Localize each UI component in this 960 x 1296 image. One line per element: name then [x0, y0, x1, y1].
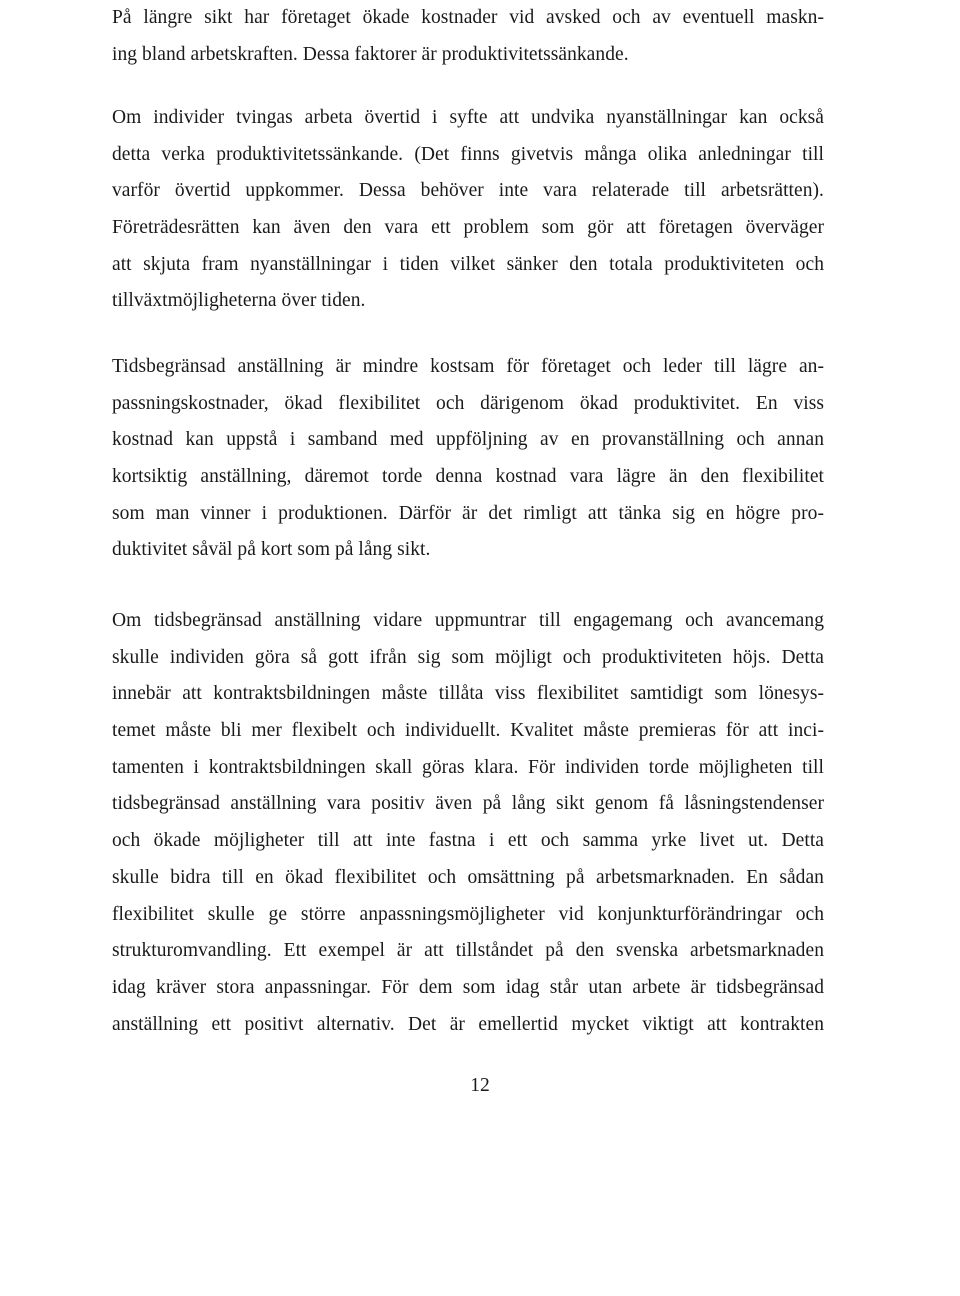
paragraph-3: [112, 349, 824, 569]
page-number: 12: [470, 1075, 490, 1096]
paragraph-2: [112, 100, 824, 320]
text-line: Företrädesrätten kan även den vara ett problem som gör att företagen överväger: [112, 217, 824, 239]
text-line: strukturomvandling. Ett exempel är att tillståndet på den svenska arbetsmarknaden: [112, 940, 824, 962]
text-line: som man vinner i produktionen. Därför är det rimligt att tänka sig en högre pro-: [112, 502, 824, 524]
text-line: kortsiktig anställning, däremot torde denna kostnad vara lägre än den flexibilitet: [112, 466, 824, 488]
text-line: ing bland arbetskraften. Dessa faktorer är produktivitetssänkande.: [112, 43, 629, 65]
text-line: tillväxtmöjligheterna över tiden.: [112, 290, 366, 312]
text-line: passningskostnader, ökad flexibilitet och därigenom ökad produktivitet. En viss: [112, 392, 824, 414]
text-line: idag kräver stora anpassningar. För dem som idag står utan arbete är tidsbegränsad: [112, 976, 824, 998]
text-line: Tidsbegränsad anställning är mindre kostsam för företaget och leder till lägre an-: [112, 356, 824, 377]
text-line: innebär att kontraktsbildningen måste tillåta viss flexibilitet samtidigt som lönesys-: [112, 683, 824, 705]
text-line: flexibilitet skulle ge större anpassningsmöjligheter vid konjunkturförändringar och: [112, 903, 824, 925]
text-line: På längre sikt har företaget ökade kostnader vid avsked och av eventuell maskn-: [112, 7, 824, 28]
text-line: och ökade möjligheter till att inte fastna i ett och samma yrke livet ut. Detta: [112, 830, 824, 852]
text-line: skulle individen göra så gott ifrån sig som möjligt och produktiviteten höjs. Detta: [112, 646, 824, 668]
text-line: att skjuta fram nyanställningar i tiden vilket sänker den totala produktiviteten och: [112, 253, 824, 275]
text-line: kostnad kan uppstå i samband med uppföljning av en provanställning och annan: [112, 429, 824, 451]
text-line: tidsbegränsad anställning vara positiv även på lång sikt genom få låsningstendenser: [112, 793, 824, 815]
text-line: tamenten i kontraktsbildningen skall göras klara. För individen torde möjligheten till: [112, 756, 824, 778]
text-line: varför övertid uppkommer. Dessa behöver inte vara relaterade till arbetsrätten).: [112, 180, 824, 202]
text-line: Om tidsbegränsad anställning vidare uppmuntrar till engagemang och avancemang: [112, 610, 824, 631]
text-line: skulle bidra till en ökad flexibilitet och omsättning på arbetsmarknaden. En sådan: [112, 866, 824, 888]
text-line: detta verka produktivitetssänkande. (Det finns givetvis många olika anledningar till: [112, 143, 824, 165]
paragraph-4: [112, 603, 824, 1043]
text-line: duktivitet såväl på kort som på lång sikt.: [112, 539, 431, 561]
text-line: Om individer tvingas arbeta övertid i syfte att undvika nyanställningar kan också: [112, 107, 824, 128]
text-line: anställning ett positivt alternativ. Det är emellertid mycket viktigt att kontrakten: [112, 1013, 824, 1035]
text-line: temet måste bli mer flexibelt och individuellt. Kvalitet måste premieras för att inci-: [112, 720, 824, 742]
paragraph-1: [112, 0, 824, 73]
